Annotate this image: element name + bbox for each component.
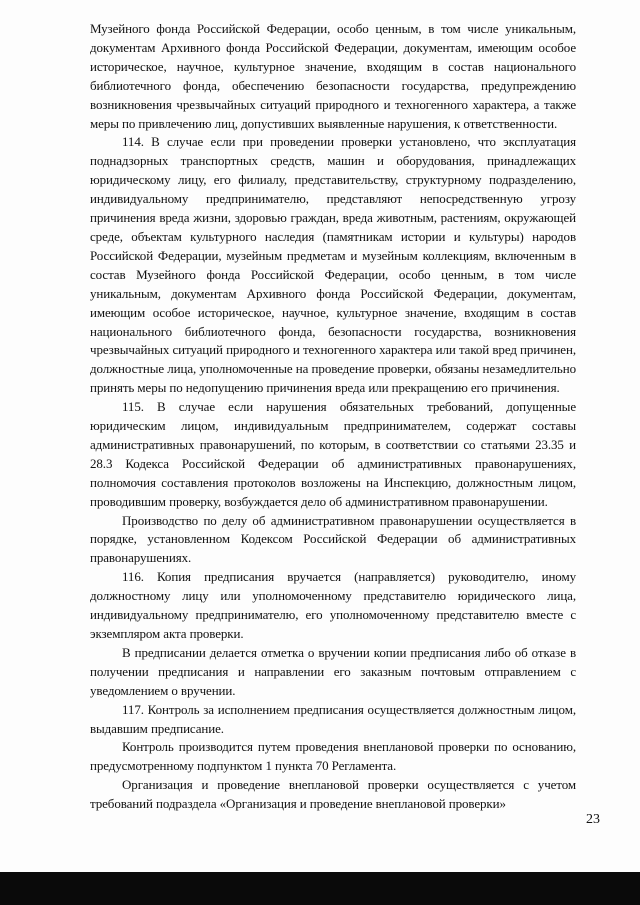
paragraph-organization: Организация и проведение внеплановой проверки осуществляется с учетом требований подраздела «Организация и проведение внеплановой проверки» bbox=[90, 777, 576, 812]
paragraph-116: 116. Копия предписания вручается (направляется) руководителю, иному должностному лицу или уполномоченному представителю юридического лица, индивидуальному предпринимателю, его уполномоченному представителю вместе с экземпляром акта проверки. bbox=[90, 569, 576, 641]
paragraph-continuation: Музейного фонда Российской Федерации, особо ценным, в том числе уникальным, документам Архивного фонда Российской Федерации, документам, имеющим особое историческое, научное, культурное значение, входящим в состав национального библиотечного фонда, обеспечению безопасности государства, предупреждению возникновения чрезвычайных ситуаций природного и техногенного характера, а также меры по привлечению лиц, допустивших выявленные нарушения, к ответственности. bbox=[90, 21, 576, 131]
paragraph-delivery-note: В предписании делается отметка о вручении копии предписания либо об отказе в получении предписания и направлении его заказным почтовым отправлением с уведомлением о вручении. bbox=[90, 644, 576, 698]
page-number: 23 bbox=[586, 812, 600, 827]
paragraph-115: 115. В случае если нарушения обязательных требований, допущенные юридическим лицом, индивидуальным предпринимателем, содержат составы административных правонарушений, по которым, в соответствии со статьями 23.35 и 28.3 Кодекса Российской Федерации об административных правонарушениях, полномочия составления протоколов возложены на Инспекцию, должностным лицом, проводившим проверку, возбуждается дело об административном правонарушении. bbox=[90, 399, 576, 509]
document-body bbox=[90, 20, 576, 814]
paragraph-114: 114. В случае если при проведении проверки установлено, что эксплуатация поднадзорных транспортных средств, машин и оборудования, принадлежащих юридическому лицу, его филиалу, представительству, структурному подразделению, индивидуальному предпринимателю, представляют непосредственную угрозу причинения вреда жизни, здоровью граждан, вреда животным, растениям, окружающей среде, объектам культурного наследия (памятникам истории и культуры) народов Российской Федерации, музейным предметам и музейным коллекциям, включенным в состав Музейного фонда Российской Федерации, особо ценным, в том числе уникальным, документам Архивного фонда Российской Федерации, документам, имеющим особое историческое, научное, культурное значение, входящим в состав национального библиотечного фонда, безопасности государства, возникновения чрезвычайных ситуаций природного и техногенного характера или такой вред причинен, должностные лица, уполномоченные на проведение проверки, обязаны незамедлительно принять меры по недопущению причинения вреда или прекращению его причинения. bbox=[90, 134, 576, 396]
paragraph-control: Контроль производится путем проведения внеплановой проверки по основанию, предусмотренному подпунктом 1 пункта 70 Регламента. bbox=[90, 739, 576, 774]
paragraph-proceedings: Производство по делу об административном правонарушении осуществляется в порядке, установленном Кодексом Российской Федерации об административных правонарушениях. bbox=[90, 512, 576, 566]
paragraph-117: 117. Контроль за исполнением предписания осуществляется должностным лицом, выдавшим предписание. bbox=[90, 701, 576, 736]
scan-edge-bar bbox=[0, 872, 640, 905]
